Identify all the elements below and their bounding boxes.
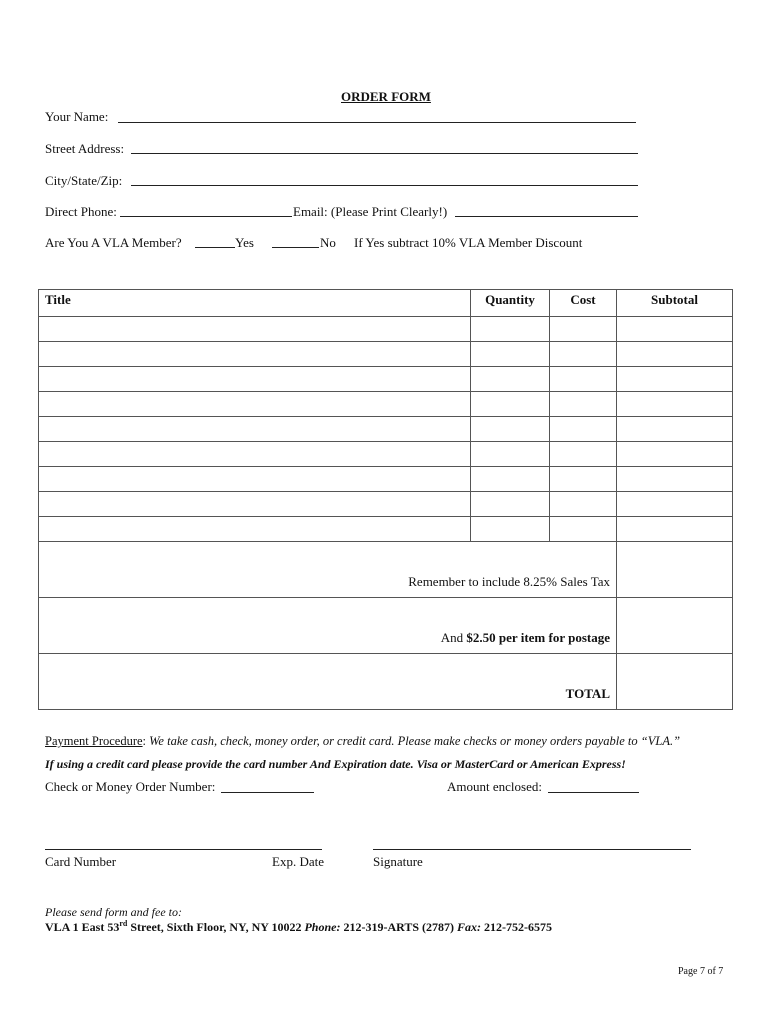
fax-value: 212-752-6575 bbox=[481, 920, 553, 934]
table-row bbox=[39, 367, 733, 392]
table-row bbox=[39, 467, 733, 492]
table-row bbox=[39, 442, 733, 467]
page-number: Page 7 of 7 bbox=[678, 966, 724, 977]
exp-date-label: Exp. Date bbox=[272, 854, 324, 869]
quantity-cell[interactable] bbox=[471, 517, 550, 542]
subtotal-cell[interactable] bbox=[617, 342, 733, 367]
cost-cell[interactable] bbox=[550, 392, 617, 417]
check-number-label: Check or Money Order Number: bbox=[45, 779, 216, 794]
subtotal-cell[interactable] bbox=[617, 367, 733, 392]
postage-note: $2.50 per item for postage bbox=[466, 630, 610, 645]
phone-value: 212-319-ARTS (2787) bbox=[340, 920, 458, 934]
title-cell[interactable] bbox=[39, 392, 471, 417]
total-label: TOTAL bbox=[39, 654, 617, 710]
quantity-cell[interactable] bbox=[471, 392, 550, 417]
postage-note-cell bbox=[39, 598, 617, 654]
table-header-row bbox=[39, 290, 733, 317]
quantity-cell[interactable] bbox=[471, 442, 550, 467]
header-subtotal: Subtotal bbox=[617, 290, 733, 317]
city-state-zip-label: City/State/Zip: bbox=[45, 173, 123, 188]
quantity-cell[interactable] bbox=[471, 317, 550, 342]
cost-cell[interactable] bbox=[550, 317, 617, 342]
title-cell[interactable] bbox=[39, 492, 471, 517]
cost-cell[interactable] bbox=[550, 517, 617, 542]
subtotal-cell[interactable] bbox=[617, 442, 733, 467]
table-row bbox=[39, 517, 733, 542]
payment-procedure-text: We take cash, check, money order, or credit card. Please make checks or money orders payable to “VLA.” bbox=[149, 734, 681, 748]
total-row bbox=[39, 654, 733, 710]
street-address-label: Street Address: bbox=[45, 141, 125, 156]
header-title: Title bbox=[39, 290, 471, 317]
cost-cell[interactable] bbox=[550, 367, 617, 392]
signature-label: Signature bbox=[373, 854, 423, 869]
sales-tax-amount-cell[interactable] bbox=[617, 542, 733, 598]
sales-tax-note: Remember to include 8.25% Sales Tax bbox=[39, 542, 617, 598]
vla-no-label: No bbox=[320, 235, 336, 250]
subtotal-cell[interactable] bbox=[617, 492, 733, 517]
subtotal-cell[interactable] bbox=[617, 417, 733, 442]
total-amount-cell[interactable] bbox=[617, 654, 733, 710]
payment-procedure-label: Payment Procedure bbox=[45, 734, 143, 748]
card-number-label: Card Number bbox=[45, 854, 117, 869]
credit-card-note: If using a credit card please provide the card number And Expiration date. Visa or MasterCard or American Express! bbox=[45, 757, 626, 771]
amount-enclosed-field[interactable] bbox=[548, 792, 639, 793]
vla-yes-field[interactable] bbox=[195, 247, 235, 248]
vla-member-question: Are You A VLA Member? bbox=[45, 235, 182, 250]
title-cell[interactable] bbox=[39, 417, 471, 442]
email-field[interactable] bbox=[455, 216, 638, 217]
postage-row bbox=[39, 598, 733, 654]
quantity-cell[interactable] bbox=[471, 492, 550, 517]
quantity-cell[interactable] bbox=[471, 417, 550, 442]
city-state-zip-field[interactable] bbox=[131, 185, 638, 186]
discount-note: If Yes subtract 10% VLA Member Discount bbox=[354, 235, 583, 250]
postage-amount-cell[interactable] bbox=[617, 598, 733, 654]
cost-cell[interactable] bbox=[550, 342, 617, 367]
fax-label: Fax: bbox=[457, 920, 482, 934]
quantity-cell[interactable] bbox=[471, 467, 550, 492]
payment-procedure: Payment Procedure: We take cash, check, money order, or credit card. Please make checks or money orders payable to “VLA.” bbox=[45, 734, 681, 748]
table-row bbox=[39, 417, 733, 442]
title-cell[interactable] bbox=[39, 517, 471, 542]
header-quantity: Quantity bbox=[471, 290, 550, 317]
card-number-field[interactable] bbox=[45, 849, 322, 850]
direct-phone-field[interactable] bbox=[120, 216, 292, 217]
table-row bbox=[39, 342, 733, 367]
check-number-field[interactable] bbox=[221, 792, 314, 793]
your-name-label: Your Name: bbox=[45, 109, 109, 124]
order-table bbox=[38, 289, 733, 710]
address-ordinal: rd bbox=[119, 919, 128, 928]
subtotal-cell[interactable] bbox=[617, 392, 733, 417]
postage-prefix: And bbox=[440, 630, 467, 645]
phone-label: Phone: bbox=[304, 920, 341, 934]
amount-enclosed-label: Amount enclosed: bbox=[447, 779, 542, 794]
signature-field[interactable] bbox=[373, 849, 691, 850]
header-cost: Cost bbox=[550, 290, 617, 317]
title-cell[interactable] bbox=[39, 342, 471, 367]
form-title: ORDER FORM bbox=[341, 89, 431, 104]
cost-cell[interactable] bbox=[550, 417, 617, 442]
title-cell[interactable] bbox=[39, 367, 471, 392]
email-label: Email: (Please Print Clearly!) bbox=[293, 204, 448, 219]
direct-phone-label: Direct Phone: bbox=[45, 204, 117, 219]
title-cell[interactable] bbox=[39, 317, 471, 342]
sales-tax-row bbox=[39, 542, 733, 598]
cost-cell[interactable] bbox=[550, 442, 617, 467]
subtotal-cell[interactable] bbox=[617, 317, 733, 342]
your-name-field[interactable] bbox=[118, 122, 636, 123]
quantity-cell[interactable] bbox=[471, 367, 550, 392]
title-cell[interactable] bbox=[39, 467, 471, 492]
subtotal-cell[interactable] bbox=[617, 517, 733, 542]
street-address-field[interactable] bbox=[131, 153, 638, 154]
address-part-2: Street, Sixth Floor, NY, NY 10022 bbox=[127, 920, 305, 934]
vla-yes-label: Yes bbox=[235, 235, 254, 250]
vla-no-field[interactable] bbox=[272, 247, 319, 248]
table-row bbox=[39, 492, 733, 517]
quantity-cell[interactable] bbox=[471, 342, 550, 367]
cost-cell[interactable] bbox=[550, 467, 617, 492]
cost-cell[interactable] bbox=[550, 492, 617, 517]
title-cell[interactable] bbox=[39, 442, 471, 467]
address-part-1: VLA 1 East 53 bbox=[45, 920, 120, 934]
send-form-note: Please send form and fee to: bbox=[45, 905, 182, 919]
subtotal-cell[interactable] bbox=[617, 467, 733, 492]
vla-address bbox=[45, 919, 552, 935]
table-row bbox=[39, 317, 733, 342]
table-row bbox=[39, 392, 733, 417]
